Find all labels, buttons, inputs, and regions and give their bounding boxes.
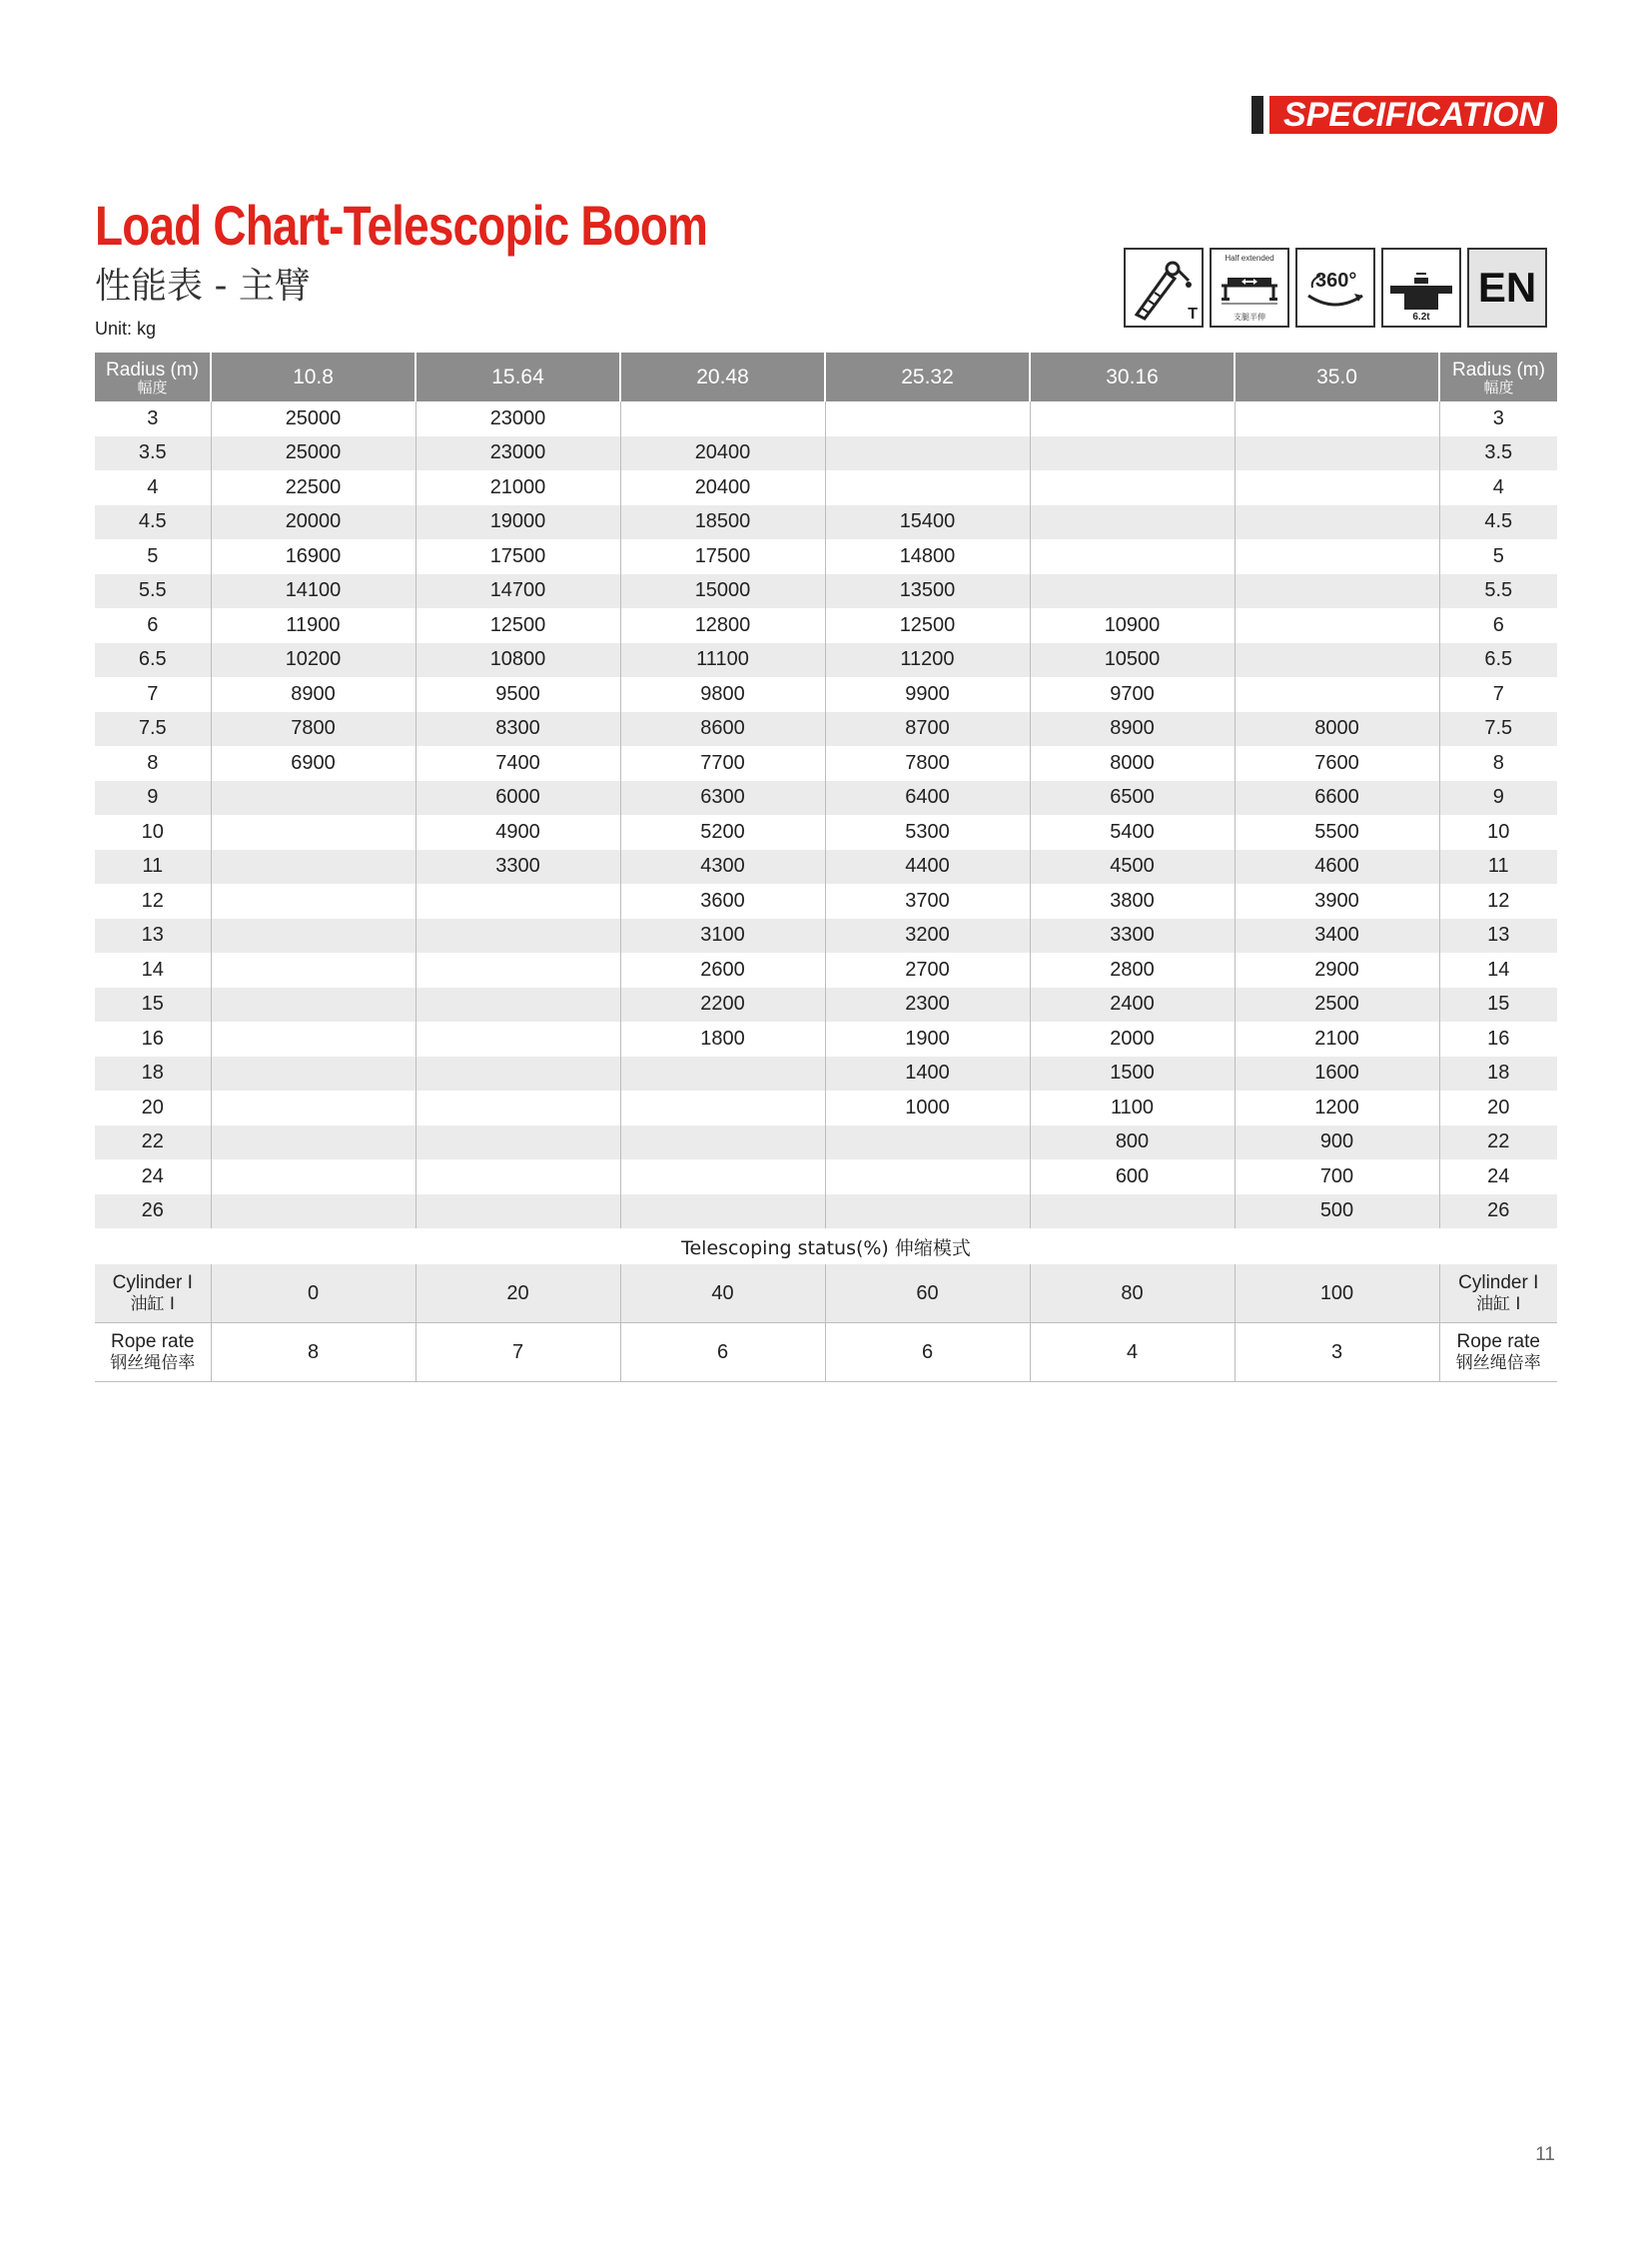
unit-label: Unit: kg [95, 319, 157, 339]
radius-cell: 4.5 [1439, 505, 1557, 540]
radius-header-sub: 幅度 [137, 377, 168, 396]
load-value-cell [620, 1091, 825, 1125]
load-value-cell [1235, 436, 1439, 471]
load-value-cell: 7800 [211, 712, 415, 747]
load-value-cell: 1400 [825, 1057, 1030, 1092]
table-footer [95, 1228, 1557, 1382]
radius-cell: 6.5 [95, 643, 211, 678]
load-value-cell: 2800 [1030, 953, 1235, 988]
load-value-cell: 4900 [415, 815, 620, 850]
load-value-cell [1235, 608, 1439, 643]
load-value-cell: 8900 [1030, 712, 1235, 747]
load-value-cell [211, 781, 415, 816]
radius-cell: 14 [1487, 958, 1510, 981]
load-value-cell: 6500 [1030, 781, 1235, 816]
telescoping-status-row [95, 1228, 1557, 1264]
load-value-cell: 7600 [1235, 746, 1439, 781]
radius-cell: 4 [1492, 475, 1504, 498]
load-value-cell [620, 1057, 825, 1092]
rope-rate-value: 8 [211, 1323, 415, 1382]
radius-cell: 13 [95, 919, 211, 954]
load-value-cell: 8600 [620, 712, 825, 747]
table-row [95, 1057, 1557, 1092]
boom-type-letter: T [1188, 306, 1198, 323]
load-value-cell [211, 850, 415, 885]
rope-rate-label-left [95, 1323, 211, 1382]
radius-cell: 4.5 [95, 505, 211, 540]
load-value-cell: 10200 [211, 643, 415, 678]
load-value-cell [620, 1194, 825, 1229]
radius-cell: 3 [1492, 406, 1504, 429]
radius-cell: 3.5 [1439, 436, 1557, 471]
rope-rate-value: 6 [825, 1323, 1030, 1382]
load-value-cell [825, 1194, 1030, 1229]
load-value-cell [1030, 505, 1235, 540]
load-value-cell [1030, 1194, 1235, 1229]
specification-banner [1251, 96, 1557, 134]
load-value-cell: 3900 [1235, 884, 1439, 919]
load-value-cell [1235, 677, 1439, 712]
radius-cell: 9 [95, 781, 211, 816]
radius-header-left [95, 353, 211, 401]
table-row [95, 1159, 1557, 1194]
table-row [95, 781, 1557, 816]
radius-cell: 3.5 [95, 436, 211, 471]
load-value-cell: 1100 [1030, 1091, 1235, 1125]
radius-cell: 18 [1439, 1057, 1557, 1092]
counterweight-icon [1381, 248, 1461, 328]
load-value-cell: 11200 [825, 643, 1030, 678]
load-value-cell [415, 1125, 620, 1160]
banner-label: SPECIFICATION [1269, 96, 1557, 134]
load-value-cell: 12500 [825, 608, 1030, 643]
cylinder-row [95, 1264, 1557, 1323]
radius-cell: 7.5 [95, 712, 211, 747]
load-value-cell: 12800 [620, 608, 825, 643]
load-value-cell: 2100 [1235, 1022, 1439, 1057]
load-value-cell: 3300 [415, 850, 620, 885]
load-value-cell: 800 [1030, 1125, 1235, 1160]
load-value-cell: 1900 [825, 1022, 1030, 1057]
load-value-cell [825, 1159, 1030, 1194]
load-value-cell: 16900 [211, 539, 415, 574]
radius-cell: 6 [1492, 613, 1504, 636]
load-value-cell: 14100 [211, 574, 415, 609]
load-value-cell [825, 401, 1030, 436]
load-value-cell: 2400 [1030, 988, 1235, 1023]
load-value-cell: 2900 [1235, 953, 1439, 988]
radius-cell: 7.5 [1439, 712, 1557, 747]
load-value-cell: 6600 [1235, 781, 1439, 816]
load-value-cell: 3400 [1235, 919, 1439, 954]
radius-header-main: Radius (m) [106, 359, 199, 380]
load-value-cell: 1000 [825, 1091, 1030, 1125]
load-value-cell [1235, 643, 1439, 678]
table-row [95, 505, 1557, 540]
load-value-cell [1235, 539, 1439, 574]
load-value-cell: 2000 [1030, 1022, 1235, 1057]
load-value-cell: 3300 [1030, 919, 1235, 954]
load-value-cell [825, 470, 1030, 505]
load-value-cell: 2300 [825, 988, 1030, 1023]
rotation-label: 360° [1315, 270, 1357, 292]
table-row [95, 712, 1557, 747]
load-value-cell: 18500 [620, 505, 825, 540]
rope-rate-label-zh: 钢丝绳倍率 [110, 1353, 196, 1373]
load-value-cell: 4300 [620, 850, 825, 885]
cylinder-label-en: Cylinder I [112, 1272, 193, 1293]
load-value-cell [211, 1194, 415, 1229]
load-value-cell [415, 919, 620, 954]
load-value-cell: 14800 [825, 539, 1030, 574]
load-value-cell [620, 1159, 825, 1194]
cylinder-value: 40 [620, 1264, 825, 1323]
radius-cell: 5 [1492, 544, 1504, 567]
radius-cell: 18 [95, 1057, 211, 1092]
load-value-cell: 8900 [211, 677, 415, 712]
table-row [95, 953, 1557, 988]
rope-rate-value: 3 [1235, 1323, 1439, 1382]
load-value-cell: 15000 [620, 574, 825, 609]
load-value-cell: 4600 [1235, 850, 1439, 885]
page-number: 11 [1535, 2144, 1555, 2165]
load-value-cell: 17500 [415, 539, 620, 574]
radius-cell: 15 [1439, 988, 1557, 1023]
load-value-cell: 6400 [825, 781, 1030, 816]
rope-rate-value: 7 [415, 1323, 620, 1382]
load-value-cell: 20400 [620, 470, 825, 505]
cylinder-value: 0 [211, 1264, 415, 1323]
load-value-cell: 13500 [825, 574, 1030, 609]
radius-cell: 24 [95, 1159, 211, 1194]
radius-cell: 8 [95, 746, 211, 781]
rotation-360-icon [1295, 248, 1375, 328]
table-row [95, 608, 1557, 643]
load-value-cell: 19000 [415, 505, 620, 540]
load-value-cell: 20000 [211, 505, 415, 540]
load-value-cell [415, 1194, 620, 1229]
load-value-cell [415, 953, 620, 988]
load-value-cell [415, 988, 620, 1023]
radius-cell: 5.5 [1439, 574, 1557, 609]
radius-cell: 4 [95, 470, 211, 505]
load-value-cell [1030, 470, 1235, 505]
table-row [95, 574, 1557, 609]
radius-cell: 9 [1439, 781, 1557, 816]
load-value-cell [1030, 574, 1235, 609]
radius-cell: 10 [95, 815, 211, 850]
load-value-cell: 2700 [825, 953, 1030, 988]
radius-cell: 22 [1439, 1125, 1557, 1160]
boom-length-header: 15.64 [415, 353, 620, 401]
load-value-cell [211, 1057, 415, 1092]
load-value-cell: 12500 [415, 608, 620, 643]
radius-cell: 5 [95, 539, 211, 574]
table-row [95, 746, 1557, 781]
table-row [95, 401, 1557, 436]
page-title: Load Chart-Telescopic Boom [95, 194, 708, 257]
load-value-cell: 9500 [415, 677, 620, 712]
radius-cell: 15 [95, 988, 211, 1023]
load-value-cell: 21000 [415, 470, 620, 505]
table-header-row [95, 353, 1557, 401]
rope-rate-label-en: Rope rate [1456, 1331, 1540, 1352]
radius-cell: 26 [1439, 1194, 1557, 1229]
radius-cell: 8 [1492, 751, 1504, 774]
banner-bar [1251, 96, 1263, 134]
rope-rate-value: 6 [620, 1323, 825, 1382]
load-value-cell: 600 [1030, 1159, 1235, 1194]
icon-strip [1124, 248, 1547, 328]
radius-header-sub: 幅度 [1483, 377, 1514, 396]
table-row [95, 919, 1557, 954]
cylinder-value: 100 [1235, 1264, 1439, 1323]
load-value-cell [620, 401, 825, 436]
load-value-cell [1235, 470, 1439, 505]
cylinder-value: 60 [825, 1264, 1030, 1323]
radius-cell: 11 [1439, 850, 1557, 885]
load-value-cell: 2500 [1235, 988, 1439, 1023]
radius-cell: 5.5 [95, 574, 211, 609]
load-value-cell [1030, 539, 1235, 574]
load-value-cell [1235, 574, 1439, 609]
radius-cell: 3 [95, 401, 211, 436]
load-value-cell: 9900 [825, 677, 1030, 712]
table-row [95, 470, 1557, 505]
load-value-cell: 3800 [1030, 884, 1235, 919]
load-value-cell: 9700 [1030, 677, 1235, 712]
radius-cell: 26 [95, 1194, 211, 1229]
load-value-cell: 6300 [620, 781, 825, 816]
outrigger-label-bottom: 支腿半伸 [1234, 313, 1265, 322]
load-value-cell: 4500 [1030, 850, 1235, 885]
rope-rate-row [95, 1323, 1557, 1382]
radius-cell: 22 [95, 1125, 211, 1160]
boom-length-header: 35.0 [1235, 353, 1439, 401]
load-value-cell: 10900 [1030, 608, 1235, 643]
load-value-cell: 900 [1235, 1125, 1439, 1160]
counterweight-label: 6.2t [1412, 312, 1430, 323]
load-value-cell: 11900 [211, 608, 415, 643]
load-chart-table [95, 353, 1557, 1382]
load-value-cell: 7700 [620, 746, 825, 781]
radius-cell: 6.5 [1439, 643, 1557, 678]
rope-rate-label-zh: 钢丝绳倍率 [1455, 1353, 1541, 1373]
boom-length-header: 20.48 [620, 353, 825, 401]
radius-cell: 7 [1492, 682, 1504, 705]
radius-cell: 13 [1439, 919, 1557, 954]
table-row [95, 988, 1557, 1023]
load-value-cell: 5400 [1030, 815, 1235, 850]
radius-cell: 20 [1487, 1096, 1510, 1119]
load-value-cell: 5200 [620, 815, 825, 850]
load-value-cell [211, 988, 415, 1023]
radius-cell: 16 [1487, 1027, 1510, 1050]
radius-cell: 12 [95, 884, 211, 919]
radius-cell: 11 [95, 850, 211, 885]
load-value-cell: 25000 [211, 401, 415, 436]
load-value-cell: 10800 [415, 643, 620, 678]
load-value-cell [415, 1159, 620, 1194]
telescopic-boom-icon [1124, 248, 1204, 328]
load-value-cell [211, 919, 415, 954]
load-value-cell [211, 1091, 415, 1125]
rope-rate-label-en: Rope rate [111, 1331, 195, 1352]
table-body [95, 401, 1557, 1228]
load-value-cell: 8000 [1235, 712, 1439, 747]
load-value-cell: 14700 [415, 574, 620, 609]
cylinder-value: 80 [1030, 1264, 1235, 1323]
load-value-cell: 500 [1235, 1194, 1439, 1229]
radius-cell: 12 [1487, 889, 1510, 912]
radius-cell: 10 [1487, 820, 1510, 843]
rope-rate-value: 4 [1030, 1323, 1235, 1382]
load-value-cell: 3100 [620, 919, 825, 954]
load-value-cell: 15400 [825, 505, 1030, 540]
load-value-cell: 11100 [620, 643, 825, 678]
load-value-cell: 10500 [1030, 643, 1235, 678]
load-value-cell: 8300 [415, 712, 620, 747]
table-row [95, 815, 1557, 850]
load-value-cell: 25000 [211, 436, 415, 471]
load-value-cell: 9800 [620, 677, 825, 712]
load-value-cell: 23000 [415, 436, 620, 471]
load-value-cell: 3700 [825, 884, 1030, 919]
load-value-cell: 3600 [620, 884, 825, 919]
load-value-cell: 1200 [1235, 1091, 1439, 1125]
boom-length-header: 25.32 [825, 353, 1030, 401]
load-value-cell: 5300 [825, 815, 1030, 850]
load-value-cell: 8000 [1030, 746, 1235, 781]
load-value-cell: 6900 [211, 746, 415, 781]
load-value-cell [415, 1057, 620, 1092]
load-value-cell: 7800 [825, 746, 1030, 781]
load-value-cell [211, 815, 415, 850]
table-row [95, 643, 1557, 678]
table-row [95, 1022, 1557, 1057]
cylinder-label-zh: 油缸 I [130, 1294, 175, 1314]
table-row [95, 1194, 1557, 1229]
table-row [95, 850, 1557, 885]
cylinder-value: 20 [415, 1264, 620, 1323]
boom-length-header: 30.16 [1030, 353, 1235, 401]
load-value-cell [415, 884, 620, 919]
load-value-cell [211, 884, 415, 919]
radius-header-right [1439, 353, 1557, 401]
load-value-cell [415, 1022, 620, 1057]
table-row [95, 539, 1557, 574]
load-value-cell: 17500 [620, 539, 825, 574]
load-value-cell: 7400 [415, 746, 620, 781]
cylinder-label-en: Cylinder I [1458, 1272, 1539, 1293]
load-value-cell [1030, 401, 1235, 436]
load-value-cell: 700 [1235, 1159, 1439, 1194]
table-row [95, 436, 1557, 471]
cylinder-label-right [1439, 1264, 1557, 1323]
table-row [95, 1125, 1557, 1160]
load-value-cell [211, 1022, 415, 1057]
language-badge: EN [1467, 248, 1547, 328]
load-value-cell: 1600 [1235, 1057, 1439, 1092]
radius-cell: 16 [95, 1022, 211, 1057]
load-value-cell [1030, 436, 1235, 471]
load-value-cell: 1800 [620, 1022, 825, 1057]
load-value-cell [1235, 505, 1439, 540]
load-value-cell: 1500 [1030, 1057, 1235, 1092]
load-value-cell [825, 1125, 1030, 1160]
load-value-cell [211, 1159, 415, 1194]
load-value-cell [211, 1125, 415, 1160]
load-value-cell: 6000 [415, 781, 620, 816]
load-value-cell [1235, 401, 1439, 436]
load-value-cell: 20400 [620, 436, 825, 471]
load-value-cell: 3200 [825, 919, 1030, 954]
table-row [95, 677, 1557, 712]
load-value-cell: 5500 [1235, 815, 1439, 850]
telescoping-status-label: Telescoping status(%) 伸缩模式 [95, 1228, 1557, 1264]
load-value-cell [825, 436, 1030, 471]
load-value-cell [415, 1091, 620, 1125]
load-value-cell: 22500 [211, 470, 415, 505]
table-row [95, 1091, 1557, 1125]
rope-rate-label-right [1439, 1323, 1557, 1382]
cylinder-label-left [95, 1264, 211, 1323]
load-value-cell: 23000 [415, 401, 620, 436]
outrigger-half-extended-icon [1210, 248, 1289, 328]
radius-cell: 7 [95, 677, 211, 712]
load-value-cell: 8700 [825, 712, 1030, 747]
radius-cell: 24 [1487, 1164, 1510, 1187]
radius-header-main: Radius (m) [1452, 359, 1545, 380]
boom-length-header: 10.8 [211, 353, 415, 401]
radius-cell: 6 [95, 608, 211, 643]
radius-cell: 20 [95, 1091, 211, 1125]
load-value-cell [620, 1125, 825, 1160]
outrigger-label-top: Half extended [1225, 254, 1274, 263]
table-row [95, 884, 1557, 919]
load-value-cell: 4400 [825, 850, 1030, 885]
load-value-cell [211, 953, 415, 988]
load-value-cell: 2600 [620, 953, 825, 988]
load-value-cell: 2200 [620, 988, 825, 1023]
cylinder-label-zh: 油缸 I [1476, 1294, 1521, 1314]
page-subtitle: 性能表 - 主臂 [95, 266, 311, 307]
radius-cell: 14 [95, 953, 211, 988]
